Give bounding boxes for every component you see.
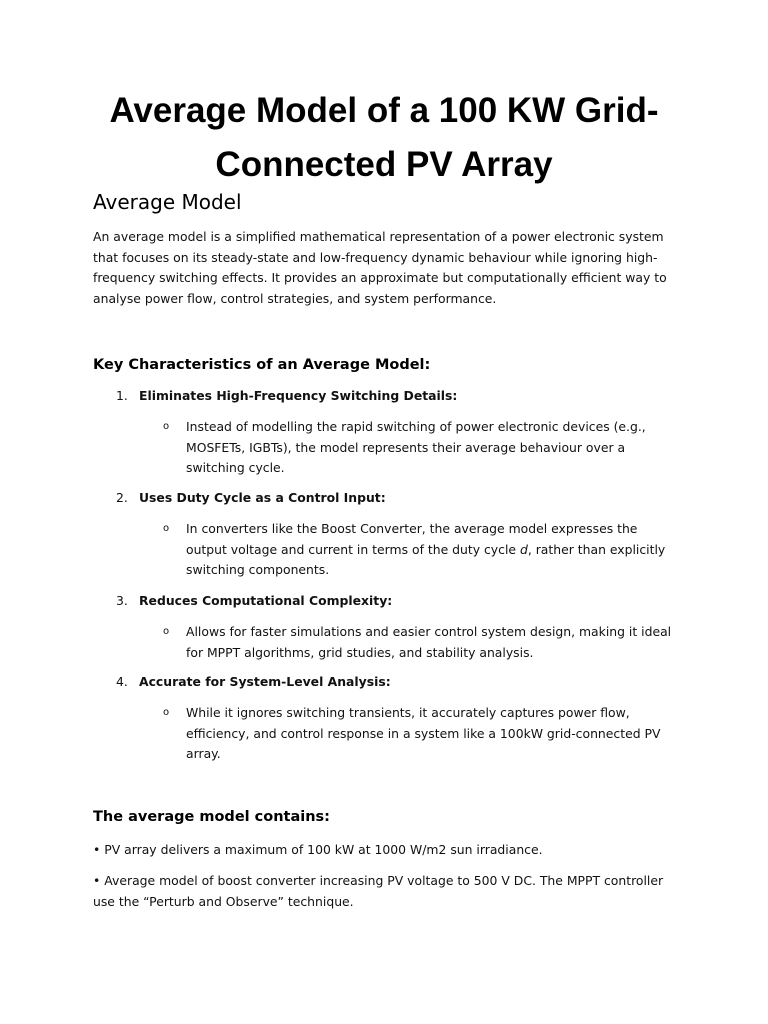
bullet-text: PV array delivers a maximum of 100 kW at 1000 W/m2 sun irradiance. xyxy=(104,842,543,857)
bullet-item xyxy=(93,871,683,912)
list-item-label: Reduces Computational Complexity: xyxy=(139,593,393,608)
sub-list-text-start: In converters like the Boost Converter, the average model expresses the output voltage and current in terms of the duty cycle xyxy=(186,521,638,557)
list-item-label: Eliminates High-Frequency Switching Details: xyxy=(139,388,458,403)
duty-cycle-symbol: d xyxy=(519,541,528,557)
circle-bullet-icon: o xyxy=(163,707,170,718)
sub-list-text: Allows for faster simulations and easier control system design, making it ideal for MPPT algorithms, grid studies, and stability analysis. xyxy=(186,624,672,660)
list-item xyxy=(116,672,676,693)
list-number: 3. xyxy=(116,593,128,608)
section-heading: Average Model xyxy=(93,190,242,214)
circle-bullet-icon: o xyxy=(163,523,170,534)
bullet-item xyxy=(93,840,683,861)
list-item xyxy=(116,386,676,407)
list-number: 4. xyxy=(116,674,128,689)
list-number: 1. xyxy=(116,388,128,403)
bullet-text: Average model of boost converter increasing PV voltage to 500 V DC. The MPPT controller use the “Perturb and Observe” technique. xyxy=(93,873,664,909)
list-item-label: Uses Duty Cycle as a Control Input: xyxy=(139,490,386,505)
characteristics-heading: Key Characteristics of an Average Model: xyxy=(93,357,431,373)
list-item-label: Accurate for System-Level Analysis: xyxy=(139,674,391,689)
sub-list-item xyxy=(163,519,673,581)
sub-list-text-end: , rather than explicitly switching components. xyxy=(186,541,666,578)
circle-bullet-icon: o xyxy=(163,421,170,432)
sub-list-item xyxy=(163,622,673,663)
bullet-icon: • xyxy=(93,842,101,857)
intro-paragraph: An average model is a simplified mathematical representation of a power electronic system that focuses on its steady-state and low-frequency dynamic behaviour while ignoring high-frequency switching effects. It provides an approximate but computationally efficient way to analyse power flow, control strategies, and system performance. xyxy=(93,229,667,306)
sub-list-text xyxy=(186,519,673,581)
bullet-icon: • xyxy=(93,873,101,888)
sub-list-item xyxy=(163,703,673,765)
list-number: 2. xyxy=(116,490,128,505)
sub-list-text: Instead of modelling the rapid switching of power electronic devices (e.g., MOSFETs, IGBTs), the model represents their average behaviour over a switching cycle. xyxy=(186,419,646,476)
document-title: Average Model of a 100 KW Grid-Connected PV Array xyxy=(109,91,659,184)
sub-list-item xyxy=(163,417,673,479)
list-item xyxy=(116,591,676,612)
contains-heading: The average model contains: xyxy=(93,809,330,825)
circle-bullet-icon: o xyxy=(163,626,170,637)
sub-list-text: While it ignores switching transients, it accurately captures power flow, efficiency, and control response in a system like a 100kW grid-connected PV array. xyxy=(186,705,661,762)
list-item xyxy=(116,488,676,509)
